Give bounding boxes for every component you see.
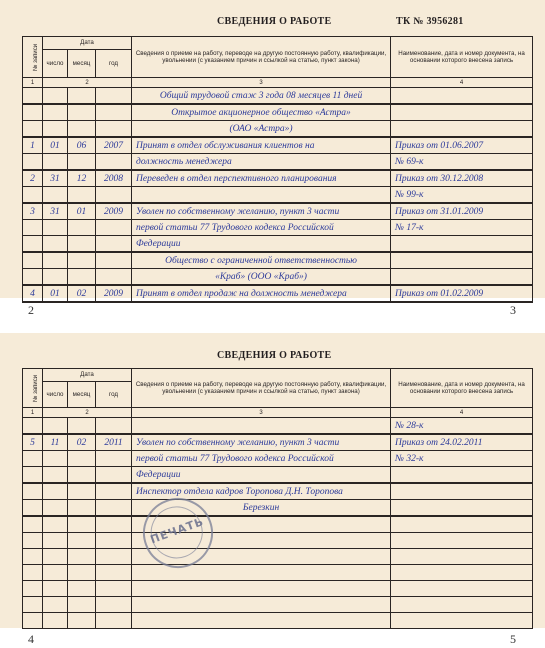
table-row <box>23 203 533 220</box>
record-number-cell <box>23 252 43 269</box>
day-cell <box>43 121 68 138</box>
year-cell: 2009 <box>96 285 132 302</box>
year-cell <box>96 88 132 105</box>
work-info-cell <box>132 187 391 204</box>
document-cell <box>391 252 533 269</box>
document-cell <box>391 269 533 286</box>
day-cell: 01 <box>43 285 68 302</box>
table-row <box>23 137 533 154</box>
month-cell <box>68 483 96 500</box>
record-number-cell <box>23 418 43 435</box>
year-cell <box>96 467 132 484</box>
top-section-title: СВЕДЕНИЯ О РАБОТЕ <box>217 16 332 27</box>
document-cell: Приказ от 01.06.2007 <box>391 137 533 154</box>
document-cell <box>391 516 533 533</box>
column-number-4: 4 <box>391 408 533 418</box>
document-cell <box>391 236 533 253</box>
year-cell <box>96 154 132 171</box>
document-cell: № 32-к <box>391 451 533 467</box>
column-number-1: 1 <box>23 408 43 418</box>
work-info-cell: (ОАО «Астра») <box>132 121 391 138</box>
top-work-records-table <box>22 36 533 303</box>
page-number-2: 2 <box>28 303 34 317</box>
month-cell <box>68 236 96 253</box>
column-number-1: 1 <box>23 78 43 88</box>
record-number-cell <box>23 88 43 105</box>
info-header: Сведения о приеме на работу, переводе на другую постоянную работу, квалификации, увольнении (с указанием причин и ссылкой на статью, пункт закона) <box>132 37 391 78</box>
table-row <box>23 500 533 517</box>
month-cell <box>68 252 96 269</box>
document-cell <box>391 613 533 629</box>
month-cell <box>68 500 96 517</box>
month-cell: 02 <box>68 285 96 302</box>
year-cell: 2011 <box>96 434 132 451</box>
work-info-cell: Федерации <box>132 236 391 253</box>
work-info-cell <box>132 418 391 435</box>
table-row <box>23 154 533 171</box>
seal-stamp-text: ПЕЧАТЬ <box>148 514 206 547</box>
month-cell: 02 <box>68 434 96 451</box>
month-cell <box>68 418 96 435</box>
month-cell <box>68 154 96 171</box>
month-cell <box>68 581 96 597</box>
work-info-cell: Принят в отдел продаж на должность менеджера <box>132 285 391 302</box>
record-number-cell: 4 <box>23 285 43 302</box>
record-number-cell <box>23 154 43 171</box>
column-number-4: 4 <box>391 78 533 88</box>
month-cell: 12 <box>68 170 96 187</box>
record-number-header: № записи <box>23 369 43 408</box>
date-header: Дата <box>43 37 132 50</box>
day-cell <box>43 269 68 286</box>
record-number-header: № записи <box>23 37 43 78</box>
record-number-cell <box>23 220 43 236</box>
day-cell <box>43 187 68 204</box>
month-cell <box>68 467 96 484</box>
document-cell <box>391 467 533 484</box>
record-number-cell <box>23 500 43 517</box>
table-row <box>23 252 533 269</box>
record-number-cell <box>23 236 43 253</box>
work-info-cell: первой статьи 77 Трудового кодекса Российской <box>132 220 391 236</box>
table-row <box>23 483 533 500</box>
table-row <box>23 187 533 204</box>
document-cell <box>391 483 533 500</box>
table-row <box>23 269 533 286</box>
record-number-cell: 5 <box>23 434 43 451</box>
bottom-section-title: СВЕДЕНИЯ О РАБОТЕ <box>217 350 332 361</box>
table-row <box>23 121 533 138</box>
year-cell <box>96 533 132 549</box>
table-row <box>23 451 533 467</box>
record-number-cell <box>23 467 43 484</box>
day-cell <box>43 483 68 500</box>
record-number-cell <box>23 516 43 533</box>
month-cell <box>68 451 96 467</box>
page-number-4: 4 <box>28 632 34 646</box>
month-cell <box>68 516 96 533</box>
work-info-cell: Открытое акционерное общество «Астра» <box>132 104 391 121</box>
column-number-3: 3 <box>132 78 391 88</box>
table-row <box>23 597 533 613</box>
month-cell <box>68 597 96 613</box>
month-cell: 06 <box>68 137 96 154</box>
column-number-2: 2 <box>43 408 132 418</box>
year-cell <box>96 549 132 565</box>
year-cell <box>96 613 132 629</box>
table-row <box>23 434 533 451</box>
table-row <box>23 613 533 629</box>
year-cell: 2008 <box>96 170 132 187</box>
column-number-3: 3 <box>132 408 391 418</box>
record-number-cell <box>23 533 43 549</box>
work-info-cell: первой статьи 77 Трудового кодекса Российской <box>132 451 391 467</box>
work-info-cell: Березкин <box>132 500 391 517</box>
record-number-cell <box>23 483 43 500</box>
year-header: год <box>96 382 132 408</box>
month-header: месяц <box>68 50 96 78</box>
year-cell <box>96 500 132 517</box>
day-cell <box>43 104 68 121</box>
column-number-2: 2 <box>43 78 132 88</box>
document-cell: № 99-к <box>391 187 533 204</box>
document-cell <box>391 549 533 565</box>
day-cell <box>43 467 68 484</box>
document-cell: № 28-к <box>391 418 533 435</box>
record-number-cell <box>23 549 43 565</box>
record-number-cell <box>23 613 43 629</box>
day-cell: 31 <box>43 170 68 187</box>
work-info-cell <box>132 581 391 597</box>
year-header: год <box>96 50 132 78</box>
work-info-cell: должность менеджера <box>132 154 391 171</box>
record-number-cell <box>23 269 43 286</box>
record-number-cell <box>23 451 43 467</box>
day-cell <box>43 597 68 613</box>
table-row <box>23 533 533 549</box>
table-row <box>23 285 533 302</box>
work-info-cell: Уволен по собственному желанию, пункт 3 части <box>132 434 391 451</box>
day-cell <box>43 418 68 435</box>
record-number-cell: 2 <box>23 170 43 187</box>
year-cell <box>96 187 132 204</box>
day-header: число <box>43 382 68 408</box>
day-cell <box>43 581 68 597</box>
year-cell: 2009 <box>96 203 132 220</box>
document-cell: № 17-к <box>391 220 533 236</box>
year-cell <box>96 581 132 597</box>
document-cell <box>391 121 533 138</box>
year-cell <box>96 597 132 613</box>
day-cell <box>43 220 68 236</box>
month-cell: 01 <box>68 203 96 220</box>
day-cell: 11 <box>43 434 68 451</box>
month-cell <box>68 121 96 138</box>
year-cell: 2007 <box>96 137 132 154</box>
table-row <box>23 467 533 484</box>
record-number-cell <box>23 565 43 581</box>
table-row <box>23 236 533 253</box>
year-cell <box>96 483 132 500</box>
table-row <box>23 88 533 105</box>
work-info-cell <box>132 597 391 613</box>
document-cell <box>391 581 533 597</box>
document-cell <box>391 500 533 517</box>
day-cell <box>43 533 68 549</box>
year-cell <box>96 220 132 236</box>
day-cell: 31 <box>43 203 68 220</box>
month-cell <box>68 533 96 549</box>
document-cell: Приказ от 01.02.2009 <box>391 285 533 302</box>
month-cell <box>68 613 96 629</box>
table-row <box>23 565 533 581</box>
work-info-cell: Общество с ограниченной ответственностью <box>132 252 391 269</box>
document-cell <box>391 597 533 613</box>
month-cell <box>68 187 96 204</box>
page-number-5: 5 <box>510 632 516 646</box>
month-cell <box>68 104 96 121</box>
work-info-cell: Переведен в отдел перспективного планирования <box>132 170 391 187</box>
document-cell: Приказ от 24.02.2011 <box>391 434 533 451</box>
day-cell <box>43 500 68 517</box>
document-cell <box>391 565 533 581</box>
table-row <box>23 170 533 187</box>
record-number-cell <box>23 121 43 138</box>
document-cell: Приказ от 31.01.2009 <box>391 203 533 220</box>
document-cell <box>391 88 533 105</box>
day-cell <box>43 549 68 565</box>
record-number-cell: 3 <box>23 203 43 220</box>
day-cell <box>43 236 68 253</box>
table-row <box>23 220 533 236</box>
record-number-cell <box>23 581 43 597</box>
month-header: месяц <box>68 382 96 408</box>
year-cell <box>96 236 132 253</box>
work-info-cell: Уволен по собственному желанию, пункт 3 части <box>132 203 391 220</box>
document-header: Наименование, дата и номер документа, на основании которого внесена запись <box>391 37 533 78</box>
table-row <box>23 104 533 121</box>
record-number-cell <box>23 187 43 204</box>
day-cell <box>43 154 68 171</box>
work-info-cell: Принят в отдел обслуживания клиентов на <box>132 137 391 154</box>
page-number-3: 3 <box>510 303 516 317</box>
month-cell <box>68 220 96 236</box>
year-cell <box>96 252 132 269</box>
record-number-cell: 1 <box>23 137 43 154</box>
year-cell <box>96 269 132 286</box>
record-number-cell <box>23 104 43 121</box>
day-cell <box>43 516 68 533</box>
work-info-cell: Инспектор отдела кадров Торопова Д.Н. Торопова <box>132 483 391 500</box>
month-cell <box>68 549 96 565</box>
month-cell <box>68 269 96 286</box>
day-cell <box>43 565 68 581</box>
year-cell <box>96 516 132 533</box>
date-header: Дата <box>43 369 132 382</box>
day-cell <box>43 88 68 105</box>
day-cell <box>43 451 68 467</box>
document-cell: № 69-к <box>391 154 533 171</box>
document-cell <box>391 533 533 549</box>
work-info-cell: Общий трудовой стаж 3 года 08 месяцев 11 дней <box>132 88 391 105</box>
document-header: Наименование, дата и номер документа, на основании которого внесена запись <box>391 369 533 408</box>
table-row <box>23 418 533 435</box>
table-row <box>23 549 533 565</box>
work-info-cell <box>132 613 391 629</box>
day-header: число <box>43 50 68 78</box>
work-book-number: ТК № 3956281 <box>396 16 464 27</box>
month-cell <box>68 88 96 105</box>
year-cell <box>96 121 132 138</box>
day-cell <box>43 252 68 269</box>
bottom-work-records-table <box>22 368 533 629</box>
day-cell <box>43 613 68 629</box>
year-cell <box>96 418 132 435</box>
work-info-cell: «Краб» (ООО «Краб») <box>132 269 391 286</box>
day-cell: 01 <box>43 137 68 154</box>
work-info-cell: Федерации <box>132 467 391 484</box>
year-cell <box>96 451 132 467</box>
document-cell <box>391 104 533 121</box>
table-row <box>23 581 533 597</box>
info-header: Сведения о приеме на работу, переводе на другую постоянную работу, квалификации, увольнении (с указанием причин и ссылкой на статью, пункт закона) <box>132 369 391 408</box>
table-row <box>23 516 533 533</box>
year-cell <box>96 104 132 121</box>
document-cell: Приказ от 30.12.2008 <box>391 170 533 187</box>
month-cell <box>68 565 96 581</box>
year-cell <box>96 565 132 581</box>
record-number-cell <box>23 597 43 613</box>
